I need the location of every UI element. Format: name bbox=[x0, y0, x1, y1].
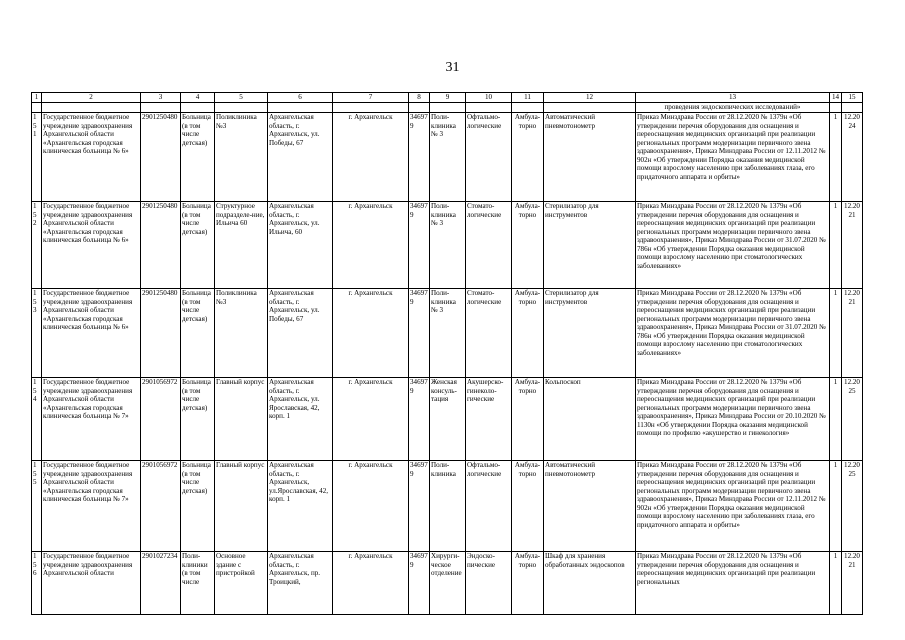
cell-code: 346979 bbox=[409, 552, 430, 615]
column-number: 2 bbox=[42, 93, 141, 103]
table-row bbox=[32, 461, 863, 552]
column-number: 14 bbox=[830, 93, 842, 103]
cell-row-number: 155 bbox=[32, 461, 42, 552]
cell-empty bbox=[42, 103, 141, 113]
column-number: 12 bbox=[544, 93, 636, 103]
cell-legal-basis: Приказ Минздрава России от 28.12.2020 № 1379н «Об утверждении перечня оборудования для оснащения и переоснащения медицинских организаций при реализации региональных программ модернизации первичного звена здравоохранения», Приказ Минздрава России от 12.11.2012 № 902н «Об утверждении Порядка оказания медицинской помощи взрослому населению при заболеваниях глаза, его придаточного аппарата и орбиты» bbox=[636, 113, 830, 202]
cell-address: Архангельская область, г. Архангельск, ул. Победы, 67 bbox=[268, 289, 333, 378]
cell-inn: 2901250480 bbox=[141, 113, 181, 202]
cell-code: 346979 bbox=[409, 113, 430, 202]
cell-equipment: Кольпоскоп bbox=[544, 378, 636, 461]
cell-row-number: 152 bbox=[32, 202, 42, 289]
equipment-table bbox=[31, 92, 863, 615]
cell-empty bbox=[268, 103, 333, 113]
cell-inn: 2901250480 bbox=[141, 289, 181, 378]
cell-empty bbox=[333, 103, 409, 113]
column-number: 8 bbox=[409, 93, 430, 103]
cell-empty bbox=[512, 103, 544, 113]
cell-empty bbox=[141, 103, 181, 113]
cell-facility-type: Больница (в том числе детская) bbox=[181, 202, 215, 289]
cell-city: г. Архангельск bbox=[333, 552, 409, 615]
column-number: 1 bbox=[32, 93, 42, 103]
table-row bbox=[32, 202, 863, 289]
cell-subunit: Поли-клиника bbox=[430, 461, 466, 552]
cell-legal-basis: Приказ Минздрава России от 28.12.2020 № 1379н «Об утверждении перечня оборудования для оснащения и переоснащения медицинских организаций при реализации региональных программ модернизации первичного звена здравоохранения», Приказ Минздрава России от 20.10.2020 № 1130н «Об утверждении Порядка оказания медицинской помощи по профилю «акушерство и гинекология» bbox=[636, 378, 830, 461]
table-row bbox=[32, 289, 863, 378]
cell-profile: Офтальмо-логические bbox=[466, 461, 512, 552]
table-row bbox=[32, 113, 863, 202]
column-number: 4 bbox=[181, 93, 215, 103]
cell-equipment: Шкаф для хранения обработанных эндоскопов bbox=[544, 552, 636, 615]
cell-empty bbox=[842, 103, 863, 113]
cell-subunit: Поли-клиника № 3 bbox=[430, 289, 466, 378]
cell-inn: 2901250480 bbox=[141, 202, 181, 289]
cell-address: Архангельская область, г. Архангельск, ул. Ярославская, 42, корп. 1 bbox=[268, 378, 333, 461]
cell-row-number: 151 bbox=[32, 113, 42, 202]
cell-date: 12.2025 bbox=[842, 461, 863, 552]
cell-code: 346979 bbox=[409, 378, 430, 461]
cell-facility-type: Больница (в том числе детская) bbox=[181, 378, 215, 461]
cell-care-type: Амбула-торно bbox=[512, 461, 544, 552]
column-number: 15 bbox=[842, 93, 863, 103]
cell-quantity: 1 bbox=[830, 202, 842, 289]
cell-legal-basis: Приказ Минздрава России от 28.12.2020 № 1379н «Об утверждении перечня оборудования для оснащения и переоснащения медицинских организаций при реализации региональных программ модернизации первичного звена здравоохранения», Приказ Минздрава России от 31.07.2020 № 786н «Об утверждении Порядка оказания медицинской помощи взрослому населению при стоматологических заболеваниях» bbox=[636, 202, 830, 289]
cell-legal-basis: Приказ Минздрава России от 28.12.2020 № 1379н «Об утверждении перечня оборудования для оснащения и переоснащения медицинских организаций при реализации региональных bbox=[636, 552, 830, 615]
cell-address: Архангельская область, г. Архангельск, ул.Ярославская, 42, корп. 1 bbox=[268, 461, 333, 552]
cell-inn: 2901027234 bbox=[141, 552, 181, 615]
cell-row-number: 153 bbox=[32, 289, 42, 378]
cell-unit: Главный корпус bbox=[215, 378, 268, 461]
table-row bbox=[32, 552, 863, 615]
cell-unit: Основное здание с пристройкой bbox=[215, 552, 268, 615]
column-number: 13 bbox=[636, 93, 830, 103]
cell-organization: Государственное бюджетное учреждение здравоохранения Архангельской области bbox=[42, 552, 141, 615]
cell-organization: Государственное бюджетное учреждение здравоохранения Архангельской области «Архангельская городская клиническая больница № 6» bbox=[42, 202, 141, 289]
column-number: 7 bbox=[333, 93, 409, 103]
cell-empty bbox=[409, 103, 430, 113]
column-number: 11 bbox=[512, 93, 544, 103]
cell-care-type: Амбула-торно bbox=[512, 113, 544, 202]
cell-profile: Эндоско-пические bbox=[466, 552, 512, 615]
cell-inn: 2901056972 bbox=[141, 461, 181, 552]
cell-empty bbox=[430, 103, 466, 113]
cell-subunit: Поли-клиника № 3 bbox=[430, 113, 466, 202]
cell-unit: Структурное подразделе-ние, Ильича 60 bbox=[215, 202, 268, 289]
cell-profile: Акушерско-гинеколо-гические bbox=[466, 378, 512, 461]
cell-legal-basis: Приказ Минздрава России от 28.12.2020 № 1379н «Об утверждении перечня оборудования для оснащения и переоснащения медицинских организаций при реализации региональных программ модернизации первичного звена здравоохранения», Приказ Минздрава России от 31.07.2020 № 786н «Об утверждении Порядка оказания медицинской помощи взрослому населению при стоматологических заболеваниях» bbox=[636, 289, 830, 378]
cell-care-type: Амбула-торно bbox=[512, 202, 544, 289]
cell-address: Архангельская область, г. Архангельск, ул. Победы, 67 bbox=[268, 113, 333, 202]
cell-equipment: Стерилизатор для инструментов bbox=[544, 202, 636, 289]
cell-facility-type: Больница (в том числе детская) bbox=[181, 461, 215, 552]
cell-date: 12.2025 bbox=[842, 378, 863, 461]
cell-subunit: Хирурги-ческое отделение bbox=[430, 552, 466, 615]
cell-date: 12.2021 bbox=[842, 552, 863, 615]
cell-code: 346979 bbox=[409, 461, 430, 552]
cell-quantity: 1 bbox=[830, 378, 842, 461]
continuation-row bbox=[32, 103, 863, 113]
cell-organization: Государственное бюджетное учреждение здравоохранения Архангельской области «Архангельская городская клиническая больница № 6» bbox=[42, 113, 141, 202]
cell-profile: Стомато-логические bbox=[466, 202, 512, 289]
cell-basis-continuation: проведения эндоскопических исследований» bbox=[636, 103, 830, 113]
cell-unit: Поликлиника №3 bbox=[215, 289, 268, 378]
cell-quantity: 1 bbox=[830, 289, 842, 378]
cell-facility-type: Больница (в том числе детская) bbox=[181, 113, 215, 202]
cell-care-type: Амбула-торно bbox=[512, 378, 544, 461]
cell-organization: Государственное бюджетное учреждение здравоохранения Архангельской области «Архангельская городская клиническая больница № 7» bbox=[42, 378, 141, 461]
column-number-row bbox=[32, 93, 863, 103]
page-number: 31 bbox=[445, 60, 460, 75]
cell-date: 12.2021 bbox=[842, 202, 863, 289]
cell-quantity: 1 bbox=[830, 552, 842, 615]
cell-city: г. Архангельск bbox=[333, 378, 409, 461]
cell-quantity: 1 bbox=[830, 113, 842, 202]
cell-profile: Стомато-логические bbox=[466, 289, 512, 378]
column-number: 10 bbox=[466, 93, 512, 103]
cell-date: 12.2021 bbox=[842, 289, 863, 378]
cell-empty bbox=[544, 103, 636, 113]
cell-unit: Главный корпус bbox=[215, 461, 268, 552]
cell-legal-basis: Приказ Минздрава России от 28.12.2020 № 1379н «Об утверждении перечня оборудования для оснащения и переоснащения медицинских организаций при реализации региональных программ модернизации первичного звена здравоохранения», Приказ Минздрава России от 12.11.2012 № 902н «Об утверждении Порядка оказания медицинской помощи взрослому населению при заболеваниях глаза, его придаточного аппарата и орбиты» bbox=[636, 461, 830, 552]
cell-facility-type: Больница (в том числе детская) bbox=[181, 289, 215, 378]
cell-subunit: Женская консуль-тация bbox=[430, 378, 466, 461]
cell-empty bbox=[215, 103, 268, 113]
table-row bbox=[32, 378, 863, 461]
cell-inn: 2901056972 bbox=[141, 378, 181, 461]
cell-subunit: Поли-клиника № 3 bbox=[430, 202, 466, 289]
cell-row-number: 154 bbox=[32, 378, 42, 461]
cell-address: Архангельская область, г. Архангельск, ул. Ильича, 60 bbox=[268, 202, 333, 289]
cell-empty bbox=[830, 103, 842, 113]
cell-city: г. Архангельск bbox=[333, 289, 409, 378]
cell-profile: Офтальмо-логические bbox=[466, 113, 512, 202]
cell-row-number: 156 bbox=[32, 552, 42, 615]
cell-empty bbox=[32, 103, 42, 113]
cell-unit: Поликлиника №3 bbox=[215, 113, 268, 202]
cell-date: 12.2024 bbox=[842, 113, 863, 202]
cell-city: г. Архангельск bbox=[333, 202, 409, 289]
cell-equipment: Стерилизатор для инструментов bbox=[544, 289, 636, 378]
cell-quantity: 1 bbox=[830, 461, 842, 552]
column-number: 5 bbox=[215, 93, 268, 103]
cell-code: 346979 bbox=[409, 202, 430, 289]
cell-empty bbox=[466, 103, 512, 113]
cell-address: Архангельская область, г. Архангельск, пр. Троицкий, bbox=[268, 552, 333, 615]
cell-code: 346979 bbox=[409, 289, 430, 378]
column-number: 6 bbox=[268, 93, 333, 103]
cell-empty bbox=[181, 103, 215, 113]
cell-care-type: Амбула-торно bbox=[512, 552, 544, 615]
cell-facility-type: Поли-клиники (в том числе bbox=[181, 552, 215, 615]
cell-city: г. Архангельск bbox=[333, 461, 409, 552]
cell-care-type: Амбула-торно bbox=[512, 289, 544, 378]
cell-city: г. Архангельск bbox=[333, 113, 409, 202]
cell-equipment: Автоматический пневмотонометр bbox=[544, 461, 636, 552]
column-number: 9 bbox=[430, 93, 466, 103]
column-number: 3 bbox=[141, 93, 181, 103]
cell-organization: Государственное бюджетное учреждение здравоохранения Архангельской области «Архангельская городская клиническая больница № 6» bbox=[42, 289, 141, 378]
cell-organization: Государственное бюджетное учреждение здравоохранения Архангельской области «Архангельская городская клиническая больница № 7» bbox=[42, 461, 141, 552]
cell-equipment: Автоматический пневмотонометр bbox=[544, 113, 636, 202]
